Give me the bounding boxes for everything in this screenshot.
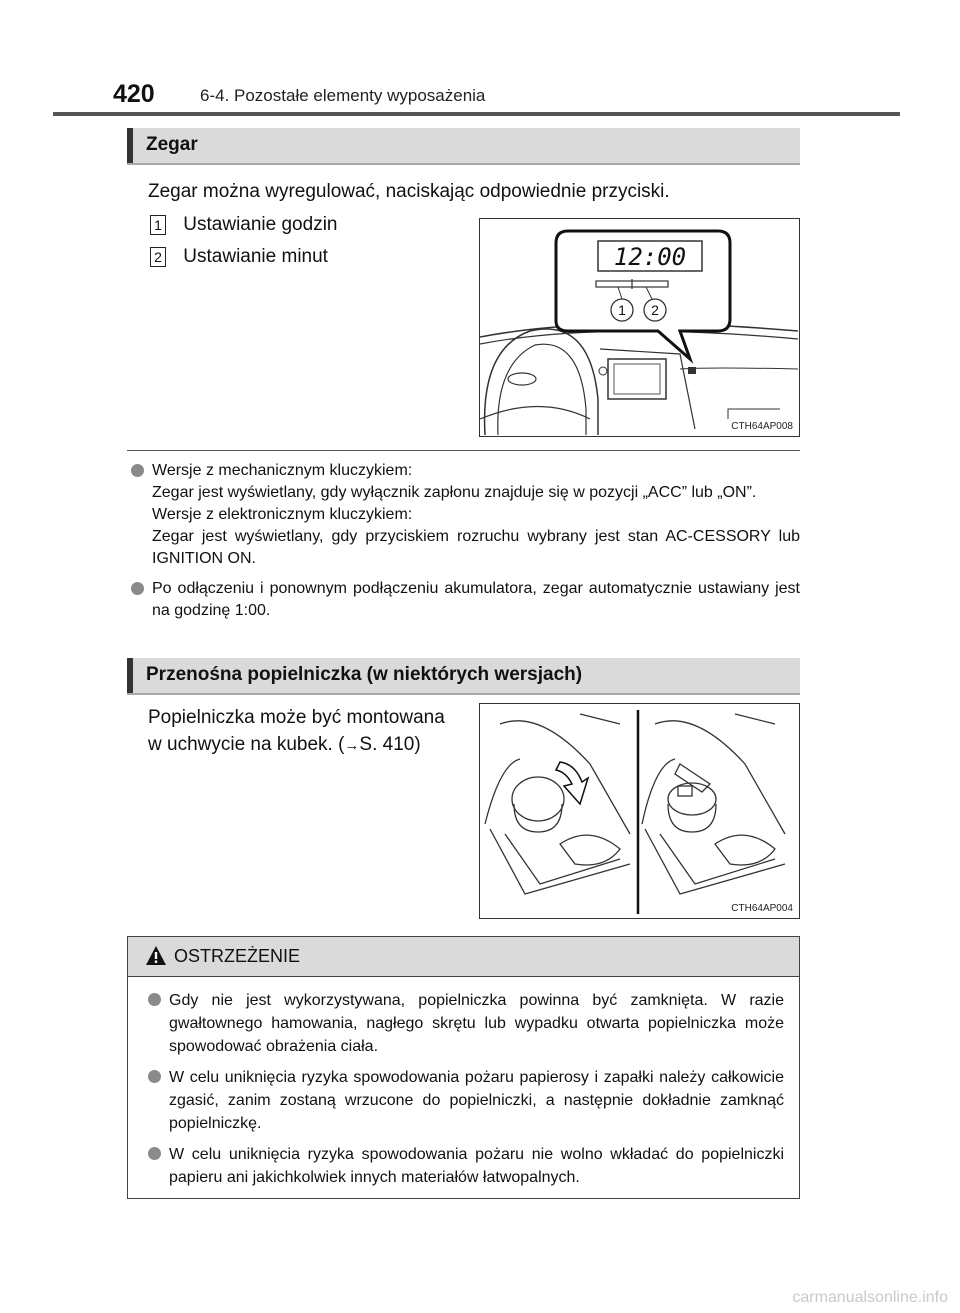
chapter-title: 6-4. Pozostałe elementy wyposażenia bbox=[200, 86, 486, 105]
page-number: 420 bbox=[113, 80, 155, 108]
number-badge: 1 bbox=[150, 215, 166, 235]
list-item-label: Ustawianie godzin bbox=[183, 214, 338, 235]
warning-triangle-icon bbox=[145, 945, 167, 967]
note-item bbox=[127, 460, 800, 570]
warning-item bbox=[144, 1066, 784, 1135]
section-title: Przenośna popielniczka (w niektórych wersjach) bbox=[146, 664, 583, 685]
bullet-icon bbox=[131, 582, 144, 595]
note-text: Zegar jest wyświetlany, gdy wyłącznik zapłonu znajduje się w pozycji „ACC” lub „ON”. bbox=[152, 484, 757, 501]
clock-display-time: 12:00 bbox=[613, 243, 687, 271]
arrow-icon: → bbox=[344, 737, 360, 754]
number-badge: 2 bbox=[150, 247, 166, 267]
note-text: Wersje z mechanicznym kluczykiem: bbox=[152, 462, 413, 479]
warning-list bbox=[144, 989, 784, 1197]
note-text: Zegar jest wyświetlany, gdy przyciskiem rozruchu wybrany jest stan AC-CESSORY lub IGNITION ON. bbox=[152, 528, 800, 567]
watermark: carmanualsonline.info bbox=[792, 1289, 948, 1306]
note-text: Po odłączeniu i ponownym podłączeniu akumulatora, zegar automatycznie ustawiany jest na godzinę 1:00. bbox=[152, 580, 800, 619]
warning-item bbox=[144, 1143, 784, 1189]
figure-code: CTH64AP004 bbox=[731, 903, 793, 914]
list-item bbox=[150, 211, 337, 238]
note-item bbox=[127, 578, 800, 622]
bullet-icon bbox=[148, 1070, 161, 1083]
note-text: Wersje z elektronicznym kluczykiem: bbox=[152, 506, 413, 523]
clock-figure bbox=[479, 218, 800, 437]
ashtray-illustration bbox=[480, 704, 798, 917]
warning-text: W celu uniknięcia ryzyka spowodowania pożaru papierosy i zapałki należy całkowicie zgasić, zanim zostaną wrzucone do popielniczki, a następnie dokładnie zamknąć popielniczkę. bbox=[169, 1069, 784, 1132]
warning-title: OSTRZEŻENIE bbox=[174, 946, 301, 966]
callout-1-label: 1 bbox=[618, 302, 626, 318]
ashtray-figure bbox=[479, 703, 800, 919]
bullet-icon bbox=[131, 464, 144, 477]
figure-code: CTH64AP008 bbox=[731, 421, 793, 432]
notes-list bbox=[127, 460, 800, 630]
section-heading-ashtray bbox=[127, 658, 800, 695]
section-title: Zegar bbox=[146, 134, 198, 155]
section-intro-line bbox=[148, 731, 421, 759]
list-item-label: Ustawianie minut bbox=[183, 246, 328, 267]
page-reference[interactable]: S. 410) bbox=[359, 734, 421, 755]
section-intro: Zegar można wyregulować, naciskając odpowiednie przyciski. bbox=[148, 181, 670, 202]
dashboard-illustration bbox=[480, 219, 798, 435]
bullet-icon bbox=[148, 1147, 161, 1160]
warning-box bbox=[127, 936, 800, 1199]
warning-text: W celu uniknięcia ryzyka spowodowania pożaru nie wolno wkładać do popielniczki papieru ani jakichkolwiek innych materiałów łatwopalnych. bbox=[169, 1146, 784, 1186]
list-item bbox=[150, 243, 328, 270]
section-divider bbox=[127, 450, 800, 451]
callout-2-label: 2 bbox=[651, 302, 659, 318]
bullet-icon bbox=[148, 993, 161, 1006]
warning-text: Gdy nie jest wykorzystywana, popielniczka powinna być zamknięta. W razie gwałtownego hamowania, nagłego skrętu lub wypadku otwarta popielniczka może spowodować obrażenia ciała. bbox=[169, 992, 784, 1055]
section-intro-line: Popielniczka może być montowana bbox=[148, 707, 445, 728]
warning-item bbox=[144, 989, 784, 1058]
header-rule bbox=[53, 112, 900, 116]
section-heading-clock bbox=[127, 128, 800, 165]
warning-header bbox=[128, 937, 799, 977]
section-intro-text: w uchwycie na kubek. ( bbox=[148, 734, 345, 755]
section-heading-bar bbox=[127, 128, 133, 163]
section-heading-bar bbox=[127, 658, 133, 693]
